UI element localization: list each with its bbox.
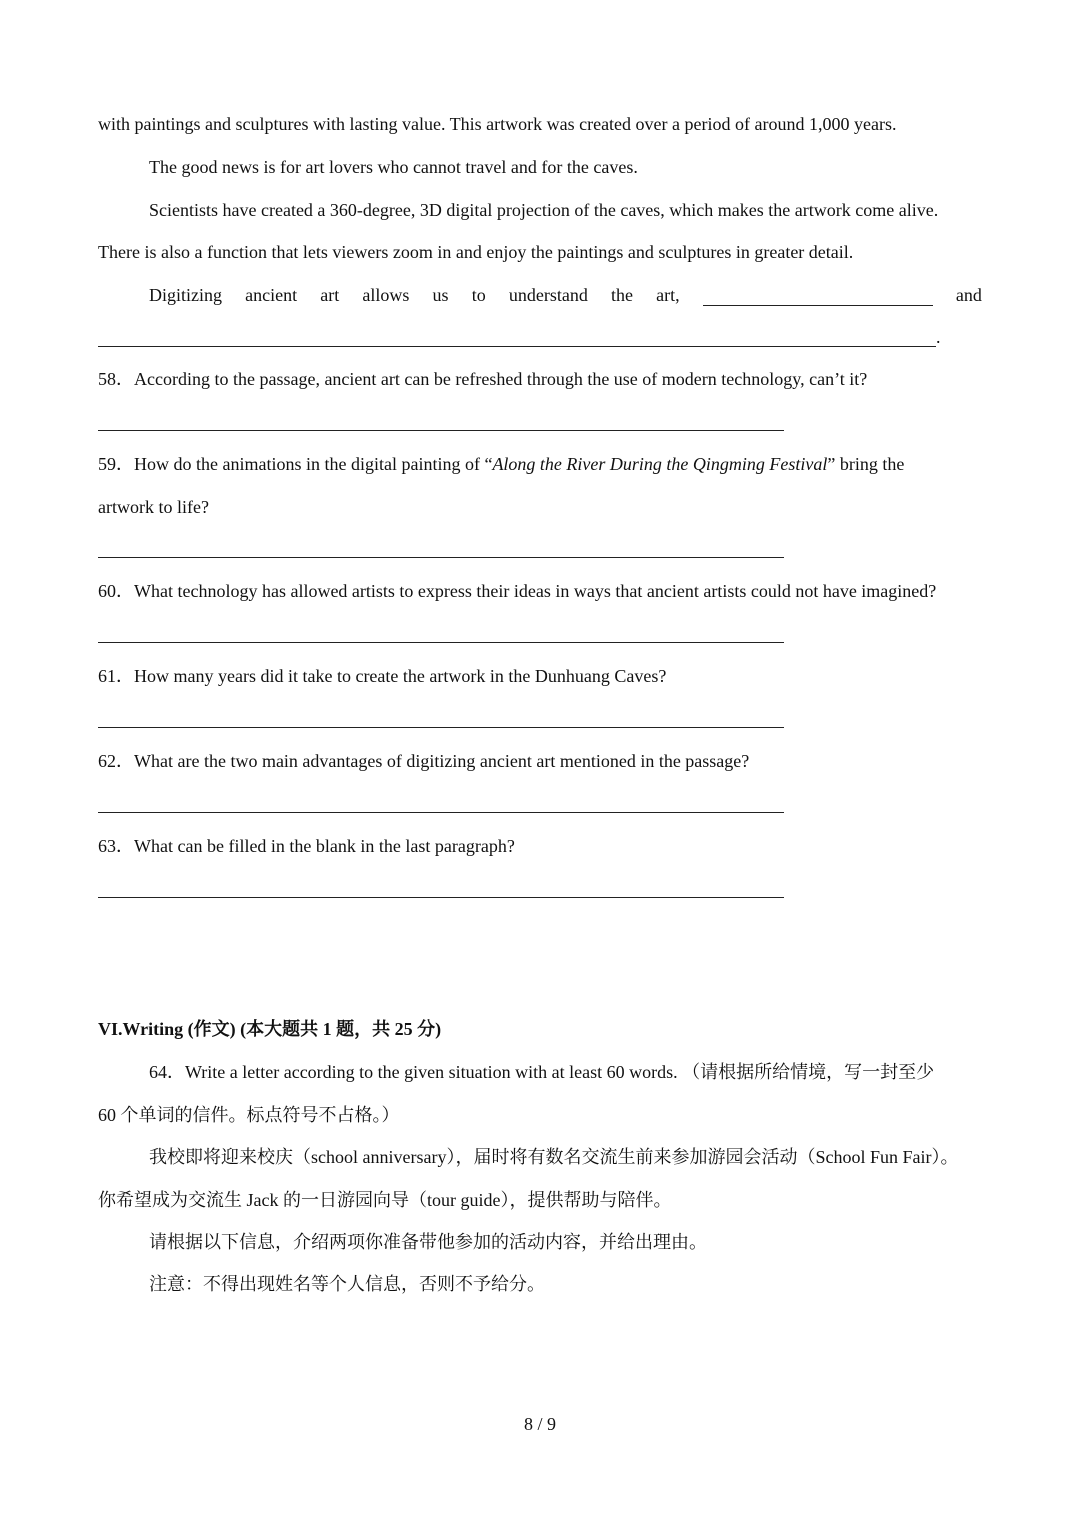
answer-line[interactable] bbox=[98, 897, 784, 898]
summary-word: art, bbox=[656, 285, 680, 305]
answer-line[interactable] bbox=[98, 430, 784, 431]
summary-word: and bbox=[955, 285, 982, 305]
summary-word: understand bbox=[508, 285, 588, 305]
situation-line: 我校即将迎来校庆（school anniversary），届时将有数名交流生前来参加游园会活动（School Fun Fair）。 bbox=[149, 1147, 959, 1167]
answer-line[interactable] bbox=[98, 642, 784, 643]
page-number: 8 / 9 bbox=[523, 1414, 556, 1434]
passage-line: with paintings and sculptures with lasting value. This artwork was created over a period of around 1,000 years. bbox=[98, 114, 897, 134]
question-64-cont: 60 个单词的信件。标点符号不占格。） bbox=[98, 1105, 400, 1125]
summary-word: us bbox=[432, 285, 449, 305]
blank-line[interactable] bbox=[703, 287, 933, 306]
summary-word: Digitizing bbox=[149, 285, 222, 305]
summary-word: art bbox=[320, 285, 340, 305]
question-text: 59．How do the animations in the digital painting of “ bbox=[98, 454, 493, 474]
instruction-line: 请根据以下信息，介绍两项你准备带他参加的活动内容，并给出理由。 bbox=[149, 1232, 707, 1252]
question-61: 61．How many years did it take to create the artwork in the Dunhuang Caves? bbox=[98, 666, 667, 686]
summary-word: ancient bbox=[245, 285, 298, 305]
passage-line: There is also a function that lets viewers zoom in and enjoy the paintings and sculptures in greater detail. bbox=[98, 242, 854, 262]
question-60: 60．What technology has allowed artists to express their ideas in ways that ancient artists could not have imagined? bbox=[98, 581, 937, 601]
summary-word: to bbox=[471, 285, 486, 305]
summary-word: allows bbox=[362, 285, 410, 305]
question-59 bbox=[98, 453, 904, 475]
answer-line[interactable] bbox=[98, 727, 784, 728]
answer-line[interactable] bbox=[98, 557, 784, 558]
sentence-period: . bbox=[936, 327, 941, 347]
question-62: 62．What are the two main advantages of digitizing ancient art mentioned in the passage? bbox=[98, 751, 750, 771]
passage-line: Scientists have created a 360-degree, 3D digital projection of the caves, which makes the artwork come alive. bbox=[149, 200, 939, 220]
summary-sentence bbox=[149, 284, 982, 306]
question-59-cont: artwork to life? bbox=[98, 497, 209, 517]
painting-title: Along the River During the Qingming Festival bbox=[492, 454, 828, 474]
question-58: 58．According to the passage, ancient art can be refreshed through the use of modern technology, can’t it? bbox=[98, 369, 868, 389]
question-64: 64．Write a letter according to the given situation with at least 60 words. （请根据所给情境，写一封至少 bbox=[149, 1062, 935, 1082]
question-63: 63．What can be filled in the blank in the last paragraph? bbox=[98, 836, 515, 856]
blank-line[interactable] bbox=[98, 346, 936, 347]
note-line: 注意：不得出现姓名等个人信息，否则不予给分。 bbox=[149, 1274, 545, 1294]
summary-word: the bbox=[610, 285, 633, 305]
answer-line[interactable] bbox=[98, 812, 784, 813]
question-text: ” bring the bbox=[827, 454, 905, 474]
passage-line: The good news is for art lovers who cannot travel and for the caves. bbox=[149, 157, 638, 177]
situation-line: 你希望成为交流生 Jack 的一日游园向导（tour guide），提供帮助与陪伴。 bbox=[98, 1190, 672, 1210]
section-heading: VI.Writing (作文) (本大题共 1 题，共 25 分) bbox=[98, 1019, 442, 1039]
